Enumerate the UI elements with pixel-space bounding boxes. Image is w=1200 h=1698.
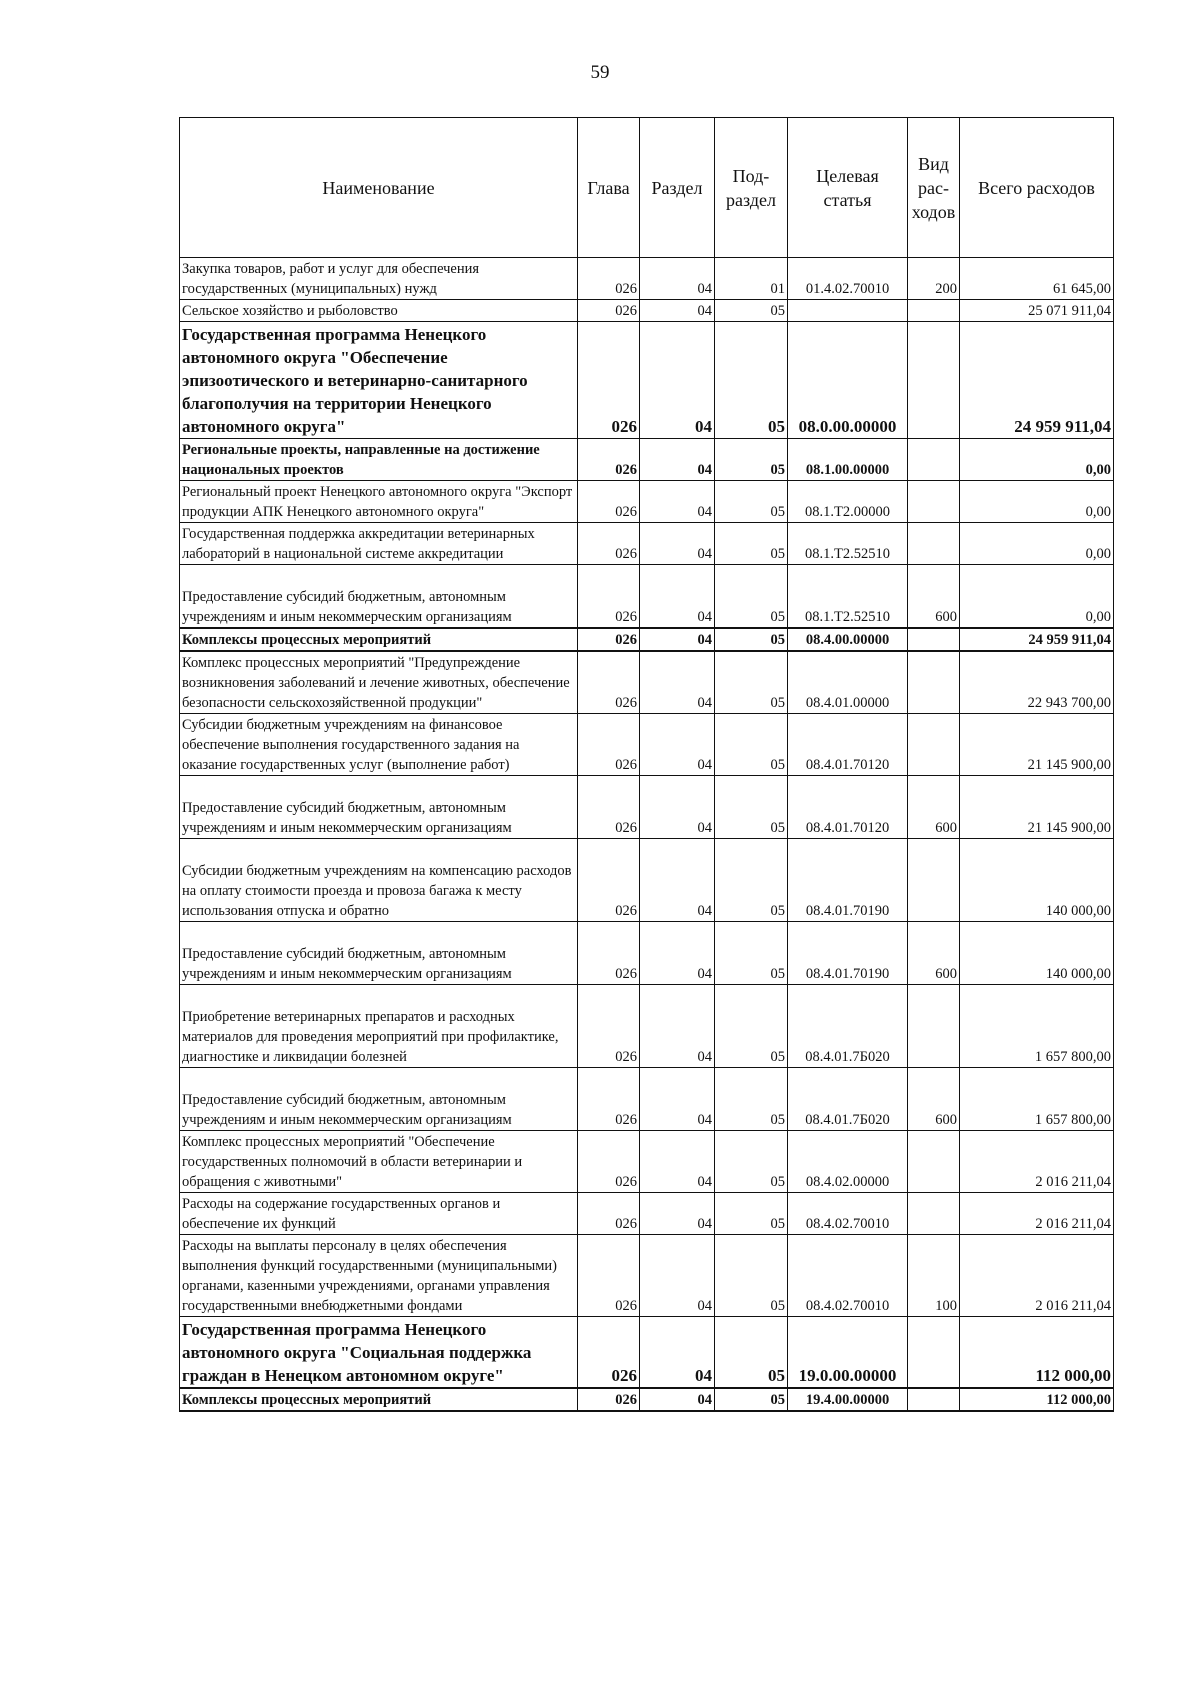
cell-razdel: 04 [640, 1235, 715, 1317]
cell-name: Субсидии бюджетным учреждениям на компенсацию расходов на оплату стоимости проезда и провоза багажа к месту использования отпуска и обратно [180, 839, 578, 922]
cell-podrazdel: 05 [715, 300, 788, 322]
cell-vid: 600 [908, 1068, 960, 1131]
cell-podrazdel: 05 [715, 565, 788, 629]
cell-podrazdel: 05 [715, 1317, 788, 1389]
cell-name: Комплексы процессных мероприятий [180, 628, 578, 651]
cell-total: 21 145 900,00 [960, 714, 1114, 776]
cell-razdel: 04 [640, 922, 715, 985]
cell-total: 140 000,00 [960, 922, 1114, 985]
cell-total: 112 000,00 [960, 1317, 1114, 1389]
cell-vid [908, 628, 960, 651]
table-row [180, 481, 1114, 523]
cell-name: Государственная программа Ненецкого автономного округа "Социальная поддержка граждан в Ненецком автономном округе" [180, 1317, 578, 1389]
table-row [180, 439, 1114, 481]
cell-razdel: 04 [640, 439, 715, 481]
cell-name: Приобретение ветеринарных препаратов и расходных материалов для проведения мероприятий при профилактике, диагностике и ликвидации болезней [180, 985, 578, 1068]
cell-total: 2 016 211,04 [960, 1193, 1114, 1235]
table-row [180, 258, 1114, 300]
table-row [180, 776, 1114, 839]
cell-podrazdel: 05 [715, 776, 788, 839]
cell-statya: 08.4.01.7Б020 [788, 985, 908, 1068]
cell-name: Расходы на содержание государственных органов и обеспечение их функций [180, 1193, 578, 1235]
cell-glava: 026 [578, 714, 640, 776]
cell-glava: 026 [578, 922, 640, 985]
cell-glava: 026 [578, 1193, 640, 1235]
cell-glava: 026 [578, 628, 640, 651]
cell-total: 22 943 700,00 [960, 651, 1114, 714]
cell-razdel: 04 [640, 1131, 715, 1193]
header-razdel: Раздел [640, 118, 715, 258]
cell-statya: 08.4.02.70010 [788, 1193, 908, 1235]
cell-statya: 08.4.02.70010 [788, 1235, 908, 1317]
cell-name: Предоставление субсидий бюджетным, автономным учреждениям и иным некоммерческим организациям [180, 922, 578, 985]
cell-name: Комплекс процессных мероприятий "Предупреждение возникновения заболеваний и лечение животных, обеспечение безопасности сельскохозяйственной продукции" [180, 651, 578, 714]
cell-glava: 026 [578, 776, 640, 839]
cell-total: 1 657 800,00 [960, 985, 1114, 1068]
table-row [180, 1193, 1114, 1235]
cell-vid: 200 [908, 258, 960, 300]
table-row [180, 839, 1114, 922]
cell-razdel: 04 [640, 523, 715, 565]
cell-statya: 01.4.02.70010 [788, 258, 908, 300]
cell-glava: 026 [578, 839, 640, 922]
cell-name: Субсидии бюджетным учреждениям на финансовое обеспечение выполнения государственного задания на оказание государственных услуг (выполнение работ) [180, 714, 578, 776]
cell-vid: 600 [908, 922, 960, 985]
cell-glava: 026 [578, 258, 640, 300]
cell-podrazdel: 05 [715, 322, 788, 439]
header-name: Наименование [180, 118, 578, 258]
table-row [180, 651, 1114, 714]
table-row [180, 985, 1114, 1068]
cell-total: 21 145 900,00 [960, 776, 1114, 839]
cell-razdel: 04 [640, 776, 715, 839]
header-statya: Целевая статья [788, 118, 908, 258]
cell-podrazdel: 05 [715, 1388, 788, 1411]
cell-total: 1 657 800,00 [960, 1068, 1114, 1131]
cell-razdel: 04 [640, 839, 715, 922]
header-total: Всего расходов [960, 118, 1114, 258]
cell-total: 61 645,00 [960, 258, 1114, 300]
cell-statya [788, 300, 908, 322]
cell-statya: 19.4.00.00000 [788, 1388, 908, 1411]
table-row [180, 628, 1114, 651]
cell-vid: 100 [908, 1235, 960, 1317]
cell-vid [908, 714, 960, 776]
cell-podrazdel: 05 [715, 839, 788, 922]
cell-total: 25 071 911,04 [960, 300, 1114, 322]
cell-name: Расходы на выплаты персоналу в целях обеспечения выполнения функций государственными (муниципальными) органами, казенными учреждениями, органами управления государственными внебюджетными фондами [180, 1235, 578, 1317]
cell-name: Предоставление субсидий бюджетным, автономным учреждениям и иным некоммерческим организациям [180, 565, 578, 629]
cell-razdel: 04 [640, 1317, 715, 1389]
cell-vid [908, 1193, 960, 1235]
cell-glava: 026 [578, 1068, 640, 1131]
table-row [180, 322, 1114, 439]
cell-podrazdel: 05 [715, 439, 788, 481]
cell-razdel: 04 [640, 481, 715, 523]
cell-name: Комплексы процессных мероприятий [180, 1388, 578, 1411]
table-header-row [180, 118, 1114, 258]
table-row [180, 1388, 1114, 1411]
cell-vid [908, 481, 960, 523]
table-row [180, 1317, 1114, 1389]
cell-razdel: 04 [640, 258, 715, 300]
cell-podrazdel: 05 [715, 628, 788, 651]
cell-total: 0,00 [960, 523, 1114, 565]
cell-name: Предоставление субсидий бюджетным, автономным учреждениям и иным некоммерческим организациям [180, 1068, 578, 1131]
cell-podrazdel: 05 [715, 651, 788, 714]
cell-vid [908, 985, 960, 1068]
cell-glava: 026 [578, 322, 640, 439]
cell-total: 24 959 911,04 [960, 322, 1114, 439]
cell-razdel: 04 [640, 1068, 715, 1131]
table-row [180, 714, 1114, 776]
cell-glava: 026 [578, 1388, 640, 1411]
cell-name: Региональные проекты, направленные на достижение национальных проектов [180, 439, 578, 481]
cell-statya: 08.4.01.7Б020 [788, 1068, 908, 1131]
cell-glava: 026 [578, 439, 640, 481]
cell-vid: 600 [908, 565, 960, 629]
cell-podrazdel: 05 [715, 714, 788, 776]
cell-razdel: 04 [640, 714, 715, 776]
cell-podrazdel: 05 [715, 481, 788, 523]
table-row [180, 523, 1114, 565]
cell-razdel: 04 [640, 985, 715, 1068]
cell-name: Предоставление субсидий бюджетным, автономным учреждениям и иным некоммерческим организациям [180, 776, 578, 839]
cell-name: Закупка товаров, работ и услуг для обеспечения государственных (муниципальных) нужд [180, 258, 578, 300]
cell-statya: 19.0.00.00000 [788, 1317, 908, 1389]
cell-statya: 08.4.01.70190 [788, 922, 908, 985]
cell-name: Государственная поддержка аккредитации ветеринарных лабораторий в национальной системе аккредитации [180, 523, 578, 565]
cell-glava: 026 [578, 1131, 640, 1193]
page-number: 59 [590, 62, 610, 83]
cell-podrazdel: 01 [715, 258, 788, 300]
cell-glava: 026 [578, 481, 640, 523]
cell-name: Комплекс процессных мероприятий "Обеспечение государственных полномочий в области ветеринарии и обращения с животными" [180, 1131, 578, 1193]
cell-razdel: 04 [640, 628, 715, 651]
cell-statya: 08.4.00.00000 [788, 628, 908, 651]
cell-statya: 08.1.Т2.52510 [788, 565, 908, 629]
cell-statya: 08.1.Т2.00000 [788, 481, 908, 523]
cell-statya: 08.4.01.70190 [788, 839, 908, 922]
cell-razdel: 04 [640, 1193, 715, 1235]
cell-podrazdel: 05 [715, 1131, 788, 1193]
cell-statya: 08.4.01.00000 [788, 651, 908, 714]
table-row [180, 565, 1114, 629]
cell-podrazdel: 05 [715, 1193, 788, 1235]
header-glava: Глава [578, 118, 640, 258]
cell-name: Региональный проект Ненецкого автономного округа "Экспорт продукции АПК Ненецкого автономного округа" [180, 481, 578, 523]
table-row [180, 300, 1114, 322]
header-vid: Вид рас- ходов [908, 118, 960, 258]
cell-total: 0,00 [960, 565, 1114, 629]
cell-total: 24 959 911,04 [960, 628, 1114, 651]
cell-statya: 08.4.01.70120 [788, 776, 908, 839]
cell-glava: 026 [578, 1317, 640, 1389]
table-row [180, 1131, 1114, 1193]
cell-total: 2 016 211,04 [960, 1235, 1114, 1317]
cell-vid [908, 651, 960, 714]
cell-glava: 026 [578, 1235, 640, 1317]
cell-total: 112 000,00 [960, 1388, 1114, 1411]
cell-total: 140 000,00 [960, 839, 1114, 922]
cell-razdel: 04 [640, 1388, 715, 1411]
cell-podrazdel: 05 [715, 1068, 788, 1131]
cell-vid [908, 1388, 960, 1411]
cell-podrazdel: 05 [715, 922, 788, 985]
cell-vid [908, 839, 960, 922]
cell-podrazdel: 05 [715, 523, 788, 565]
cell-podrazdel: 05 [715, 985, 788, 1068]
cell-statya: 08.4.01.70120 [788, 714, 908, 776]
cell-vid [908, 523, 960, 565]
cell-glava: 026 [578, 523, 640, 565]
cell-total: 2 016 211,04 [960, 1131, 1114, 1193]
cell-glava: 026 [578, 300, 640, 322]
header-podrazdel: Под- раздел [715, 118, 788, 258]
cell-glava: 026 [578, 565, 640, 629]
table-row [180, 922, 1114, 985]
cell-vid [908, 1317, 960, 1389]
table-row [180, 1235, 1114, 1317]
cell-total: 0,00 [960, 439, 1114, 481]
table-row [180, 1068, 1114, 1131]
cell-name: Государственная программа Ненецкого автономного округа "Обеспечение эпизоотического и ветеринарно-санитарного благополучия на территории Ненецкого автономного округа" [180, 322, 578, 439]
cell-vid: 600 [908, 776, 960, 839]
cell-razdel: 04 [640, 300, 715, 322]
cell-podrazdel: 05 [715, 1235, 788, 1317]
cell-vid [908, 300, 960, 322]
cell-glava: 026 [578, 651, 640, 714]
cell-glava: 026 [578, 985, 640, 1068]
cell-statya: 08.1.Т2.52510 [788, 523, 908, 565]
cell-statya: 08.1.00.00000 [788, 439, 908, 481]
cell-vid [908, 439, 960, 481]
cell-name: Сельское хозяйство и рыболовство [180, 300, 578, 322]
cell-vid [908, 1131, 960, 1193]
cell-total: 0,00 [960, 481, 1114, 523]
cell-razdel: 04 [640, 565, 715, 629]
cell-statya: 08.4.02.00000 [788, 1131, 908, 1193]
budget-table [179, 117, 1114, 1412]
cell-razdel: 04 [640, 322, 715, 439]
cell-statya: 08.0.00.00000 [788, 322, 908, 439]
cell-razdel: 04 [640, 651, 715, 714]
cell-vid [908, 322, 960, 439]
